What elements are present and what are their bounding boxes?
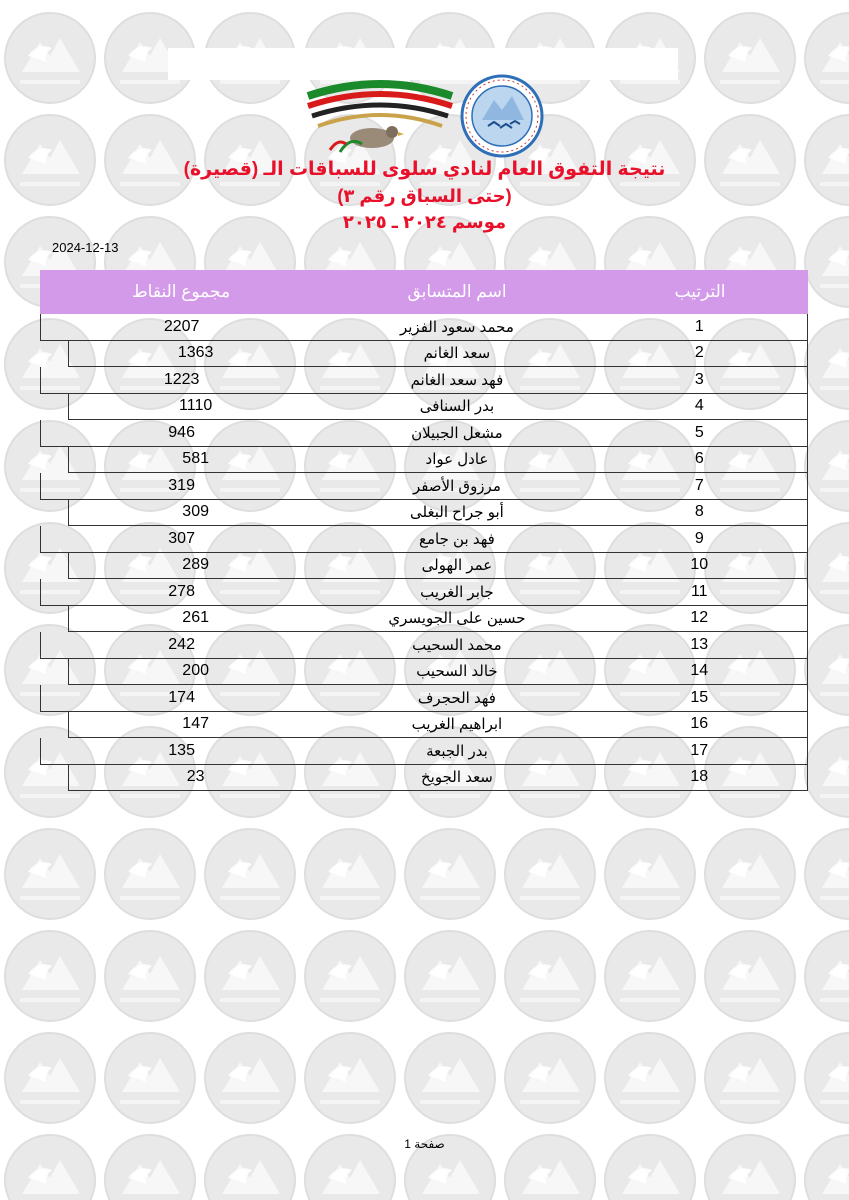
table-row — [68, 659, 808, 686]
points-cell: 147 — [182, 715, 209, 733]
name-cell: عمر الهولى — [421, 557, 493, 575]
points-cell: 174 — [168, 688, 195, 706]
rank-cell: 15 — [690, 688, 709, 706]
table-row — [68, 500, 808, 527]
rank-cell: 10 — [690, 556, 709, 574]
name-cell: حسين على الجويسري — [388, 610, 526, 628]
points-cell: 1363 — [177, 344, 214, 362]
table-row — [40, 473, 808, 500]
points-cell: 581 — [182, 450, 209, 468]
points-cell: 261 — [182, 609, 209, 627]
rank-cell: 2 — [694, 344, 704, 362]
table-row — [68, 765, 808, 792]
name-cell: محمد السحيب — [412, 636, 502, 654]
name-cell: فهد الحجرف — [417, 689, 496, 707]
rank-cell: 9 — [694, 529, 704, 547]
table-row — [40, 420, 808, 447]
table-body — [40, 314, 808, 791]
name-cell: جابر الغريب — [420, 583, 494, 601]
points-cell: 242 — [168, 635, 195, 653]
rank-cell: 13 — [690, 635, 709, 653]
table-row — [68, 606, 808, 633]
rank-cell: 4 — [694, 397, 704, 415]
name-cell: خالد السحيب — [416, 663, 498, 681]
rank-cell: 7 — [694, 476, 704, 494]
rank-cell: 12 — [690, 609, 709, 627]
rank-cell: 16 — [690, 715, 709, 733]
name-cell: محمد سعود الفزير — [399, 318, 514, 336]
table-row — [68, 712, 808, 739]
rank-cell: 17 — [690, 741, 709, 759]
table-row — [68, 341, 808, 368]
points-cell: 1223 — [163, 370, 200, 388]
points-cell: 946 — [168, 423, 195, 441]
points-cell: 289 — [182, 556, 209, 574]
name-cell: فهد سعد الغانم — [410, 371, 504, 389]
points-cell: 309 — [182, 503, 209, 521]
rank-cell: 14 — [690, 662, 709, 680]
rank-cell: 3 — [694, 370, 704, 388]
pigeons-birds-sports-club-logo — [460, 74, 544, 158]
table-row — [40, 367, 808, 394]
name-cell: بدر الجبعة — [426, 742, 488, 760]
name-cell: أبو جراح البغلى — [410, 504, 504, 522]
rank-cell: 18 — [690, 768, 709, 786]
results-table — [40, 270, 808, 791]
name-cell: مرزوق الأصفر — [412, 477, 501, 495]
table-row — [40, 579, 808, 606]
points-cell: 319 — [168, 476, 195, 494]
table-header — [40, 270, 808, 314]
name-cell: عادل عواد — [425, 451, 489, 469]
table-row — [40, 314, 808, 341]
page-number: صفحة 1 — [404, 1137, 445, 1151]
rank-cell: 6 — [694, 450, 704, 468]
report-subtitle-race: (حتى السباق رقم ٣) — [337, 186, 512, 206]
rank-cell: 5 — [694, 423, 704, 441]
column-header-points: مجموع النقاط — [131, 282, 231, 301]
name-cell: ابراهيم الغريب — [411, 716, 503, 734]
points-cell: 23 — [186, 768, 205, 786]
name-cell: بدر السنافى — [419, 398, 495, 416]
table-row — [40, 632, 808, 659]
points-cell: 135 — [168, 741, 195, 759]
table-row — [68, 394, 808, 421]
points-cell: 307 — [168, 529, 195, 547]
table-row — [68, 553, 808, 580]
rank-cell: 11 — [690, 582, 708, 600]
points-cell: 200 — [182, 662, 209, 680]
name-cell: مشعل الجبيلان — [411, 424, 503, 442]
points-cell: 2207 — [163, 317, 200, 335]
column-header-rank: الترتيب — [674, 282, 726, 301]
report-date: 2024-12-13 — [52, 240, 119, 255]
points-cell: 278 — [168, 582, 195, 600]
rank-cell: 1 — [694, 317, 704, 335]
table-row — [40, 526, 808, 553]
kuwait-racing-pigeon-club-logo — [300, 76, 460, 158]
table-row — [40, 685, 808, 712]
points-cell: 1110 — [179, 397, 213, 415]
table-row — [68, 447, 808, 474]
rank-cell: 8 — [694, 503, 704, 521]
report-subtitle-season: موسم ٢٠٢٤ ـ ٢٠٢٥ — [342, 212, 507, 232]
name-cell: سعد الغانم — [423, 345, 491, 363]
name-cell: فهد بن جامع — [419, 530, 495, 548]
report-title: نتيجة التفوق العام لنادي سلوى للسباقات الـ (قصيرة) — [183, 159, 666, 180]
name-cell: سعد الجويخ — [421, 769, 493, 787]
column-header-name: اسم المتسابق — [407, 282, 507, 301]
table-row — [40, 738, 808, 765]
